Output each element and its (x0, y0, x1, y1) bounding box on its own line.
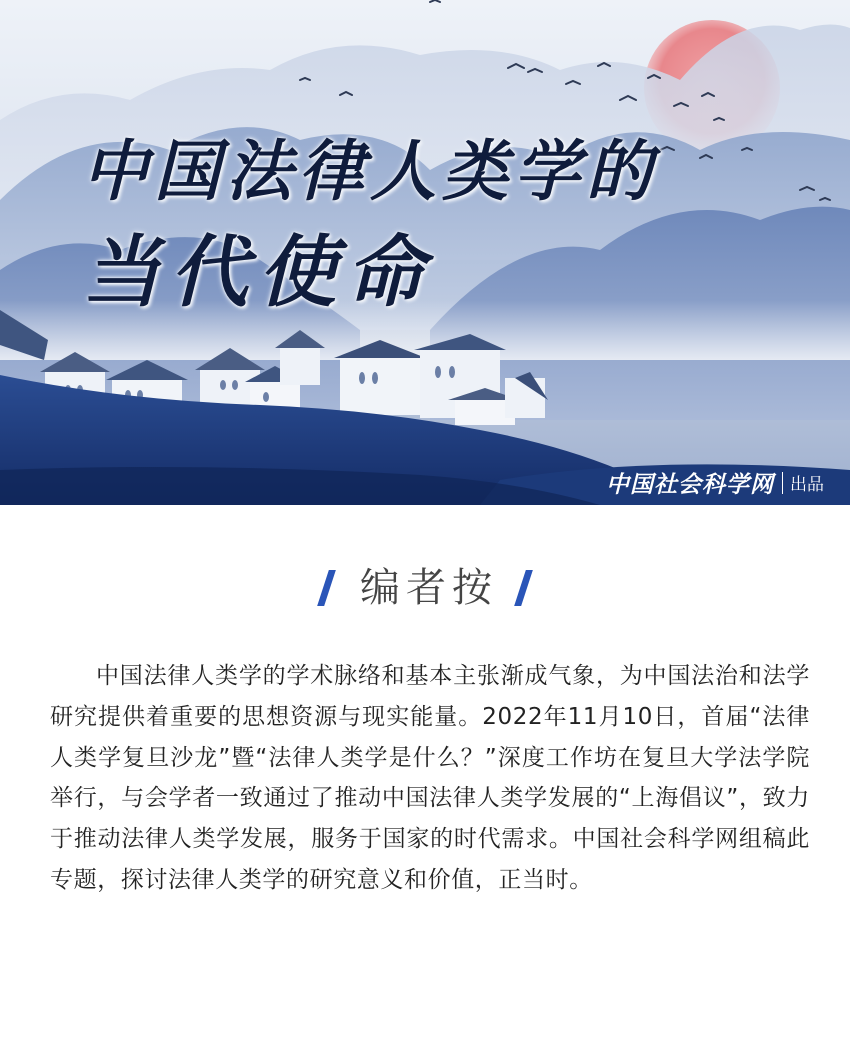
banner-title-line1: 中国法律人类学的 (82, 132, 658, 210)
left-slash-decoration (317, 570, 336, 606)
publisher-divider (782, 472, 783, 494)
publisher-credit (606, 466, 824, 499)
header-banner (0, 0, 850, 505)
banner-title-line2: 当代使命 (82, 227, 435, 318)
editor-note-heading (0, 558, 850, 618)
publisher-logo: 中国社会科学网 (606, 471, 774, 498)
publisher-suffix: 出品 (790, 475, 824, 495)
editor-note-title: 编者按 (360, 565, 498, 611)
editor-note-paragraph: 中国法律人类学的学术脉络和基本主张渐成气象，为中国法治和法学研究提供着重要的思想资源与现实能量。2022年11月10日，首届“法律人类学复旦沙龙”暨“法律人类学是什么？”深度工作坊在复旦大学法学院举行，与会学者一致通过了推动中国法律人类学发展的“上海倡议”，致力于推动法律人类学发展，服务于国家的时代需求。中国社会科学网组稿此专题，探讨法律人类学的研究意义和价值，正当时。 (50, 663, 810, 893)
right-slash-decoration (514, 570, 533, 606)
